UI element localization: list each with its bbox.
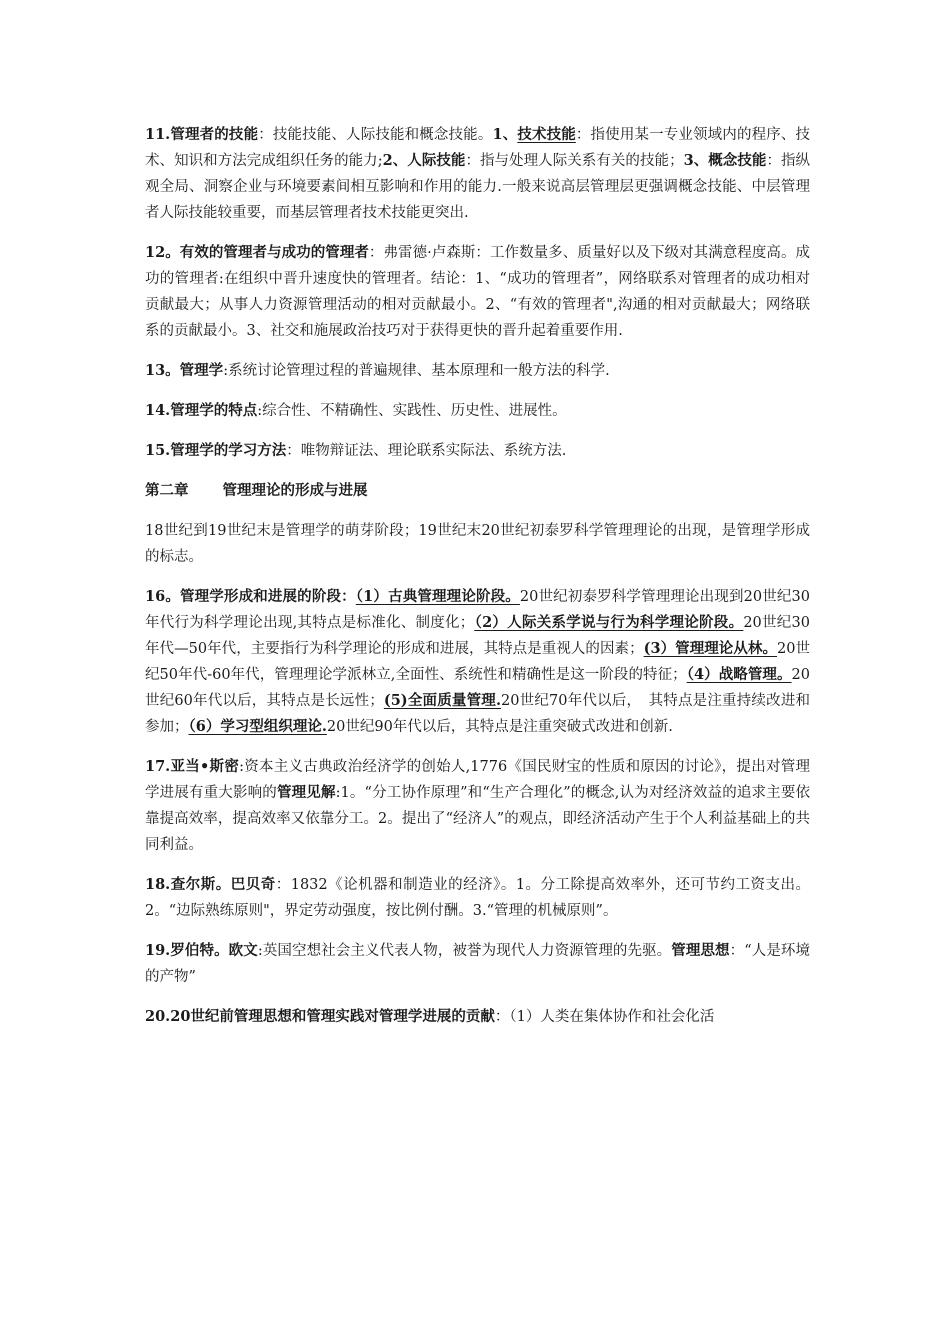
paragraph-13 — [145, 358, 810, 384]
body-text: ：指使用某一专业领域内的程序、技术、知识和方法完成组织任务的能力; — [145, 127, 811, 169]
paragraph-14 — [145, 398, 810, 424]
body-text: ：弗雷德·卢森斯：工作数量多、质量好以及下级对其满意程度高。成功的管理者:在组织中晋升速度快的管理者。结论：1、“成功的管理者”，网络联系对管理者的成功相对贡献最大；从事人力资源管理活动的相对贡献最小。2、“有效的管理者",沟通的相对贡献最大；网络联系的贡献最小。3、社交和施展政治技巧对于获得更快的晋升起着重要作用. — [145, 245, 810, 339]
term-title: 16。管理学形成和进展的阶段： — [145, 588, 356, 605]
body-text: :1。“分工协作原理”和“生产合理化”的概念,认为对经济效益的追求主要依靠提高效率，提高效率又依靠分工。2。提出了“经济人”的观点，即经济活动产生于个人利益基础上的共同利益。 — [145, 785, 811, 853]
term-title: 18.查尔斯。巴贝奇 — [145, 876, 276, 893]
chapter-heading — [145, 478, 810, 504]
term-title: 12。有效的管理者与成功的管理者 — [145, 244, 369, 261]
term-title: 20.20世纪前管理思想和管理实践对管理学进展的贡献 — [145, 1008, 495, 1025]
key-term: 技术技能 — [517, 126, 576, 143]
body-text: ：指与处理人际关系有关的技能； — [465, 153, 684, 169]
paragraph-12 — [145, 240, 810, 344]
body-text: 20世纪50年代-60年代，管理理论学派林立,全面性、系统性和精确性是这一阶段的特征； — [145, 641, 811, 683]
body-text: 20世纪90年代以后，其特点是注重突破式改进和创新. — [326, 719, 673, 735]
key-term: 3、概念技能 — [683, 152, 767, 169]
term-title: 11.管理者的技能 — [145, 126, 259, 143]
body-text: ：唯物辩证法、理论联系实际法、系统方法. — [286, 443, 567, 459]
chapter-title: 管理理论的形成与进展 — [222, 482, 368, 499]
paragraph-20 — [145, 1004, 810, 1030]
body-text: ：指纵观全局、洞察企业与环境要素间相互影响和作用的能力.一般来说高层管理层更强调概念技能、中层管理者人际技能较重要，而基层管理者技术技能更突出. — [145, 153, 811, 221]
item-number: 1、 — [492, 126, 518, 143]
stage-title: （1）古典管理理论阶段。 — [355, 588, 520, 605]
paragraph-11 — [145, 122, 810, 226]
key-term: 管理见解 — [276, 784, 336, 801]
term-title: 14.管理学的特点 — [145, 402, 258, 419]
body-text: :系统讨论管理过程的普遍规律、基本原理和一般方法的科学. — [223, 363, 610, 379]
term-title: 19.罗伯特。欧文 — [145, 942, 258, 959]
chapter-intro — [145, 518, 810, 570]
body-text: 20世纪初泰罗科学管理理论出现到20世纪30年代行为科学理论出现,其特点是标准化、制度化； — [145, 589, 810, 631]
chapter-number: 第二章 — [145, 482, 189, 499]
stage-title: （4）战略管理。 — [686, 666, 792, 683]
stage-title: （6）学习型组织理论. — [188, 718, 327, 735]
body-text: 18世纪到19世纪末是管理学的萌芽阶段；19世纪末20世纪初泰罗科学管理理论的出现，是管理学形成的标志。 — [145, 523, 810, 565]
stage-title: （2）人际关系学说与行为科学理论阶段。 — [474, 614, 744, 631]
body-text: 20世纪30年代—50年代，主要指行为科学理论的形成和进展，其特点是重视人的因素； — [145, 615, 811, 657]
body-text: ：1832《论机器和制造业的经济》。1。分工除提高效率外，还可节约工资支出。2。“边际熟练原则"，界定劳动强度，按比例付酬。3.“管理的机械原则”。 — [145, 877, 811, 919]
body-text: :资本主义古典政治经济学的创始人,1776《国民财宝的性质和原因的讨论》，提出对管理学进展有重大影响的 — [145, 759, 810, 801]
paragraph-17 — [145, 754, 810, 858]
term-title: 13。管理学 — [145, 362, 224, 379]
stage-title: (5)全面质量管理. — [383, 692, 502, 709]
term-title: 17.亚当•斯密 — [145, 758, 240, 775]
body-text: 20世纪70年代以后， 其特点是注重持续改进和参加； — [145, 693, 811, 735]
paragraph-16 — [145, 584, 810, 740]
key-term: 2、人际技能 — [382, 152, 466, 169]
body-text: 20世纪60年代以后，其特点是长远性； — [145, 667, 810, 709]
body-text: :综合性、不精确性、实践性、历史性、进展性。 — [257, 403, 567, 419]
body-text: ：技能技能、人际技能和概念技能。 — [258, 127, 493, 143]
paragraph-15 — [145, 438, 810, 464]
term-title: 15.管理学的学习方法 — [145, 442, 287, 459]
key-term: 管理思想 — [671, 942, 730, 959]
body-text: ：“人是环境的产物” — [145, 943, 810, 985]
paragraph-18 — [145, 872, 810, 924]
body-text: :英国空想社会主义代表人物，被誉为现代人力资源管理的先驱。 — [257, 943, 672, 959]
stage-title: (3）管理理论从林。 — [643, 640, 778, 657]
paragraph-19 — [145, 938, 810, 990]
body-text: ：（1）人类在集体协作和社会化活 — [494, 1009, 715, 1025]
